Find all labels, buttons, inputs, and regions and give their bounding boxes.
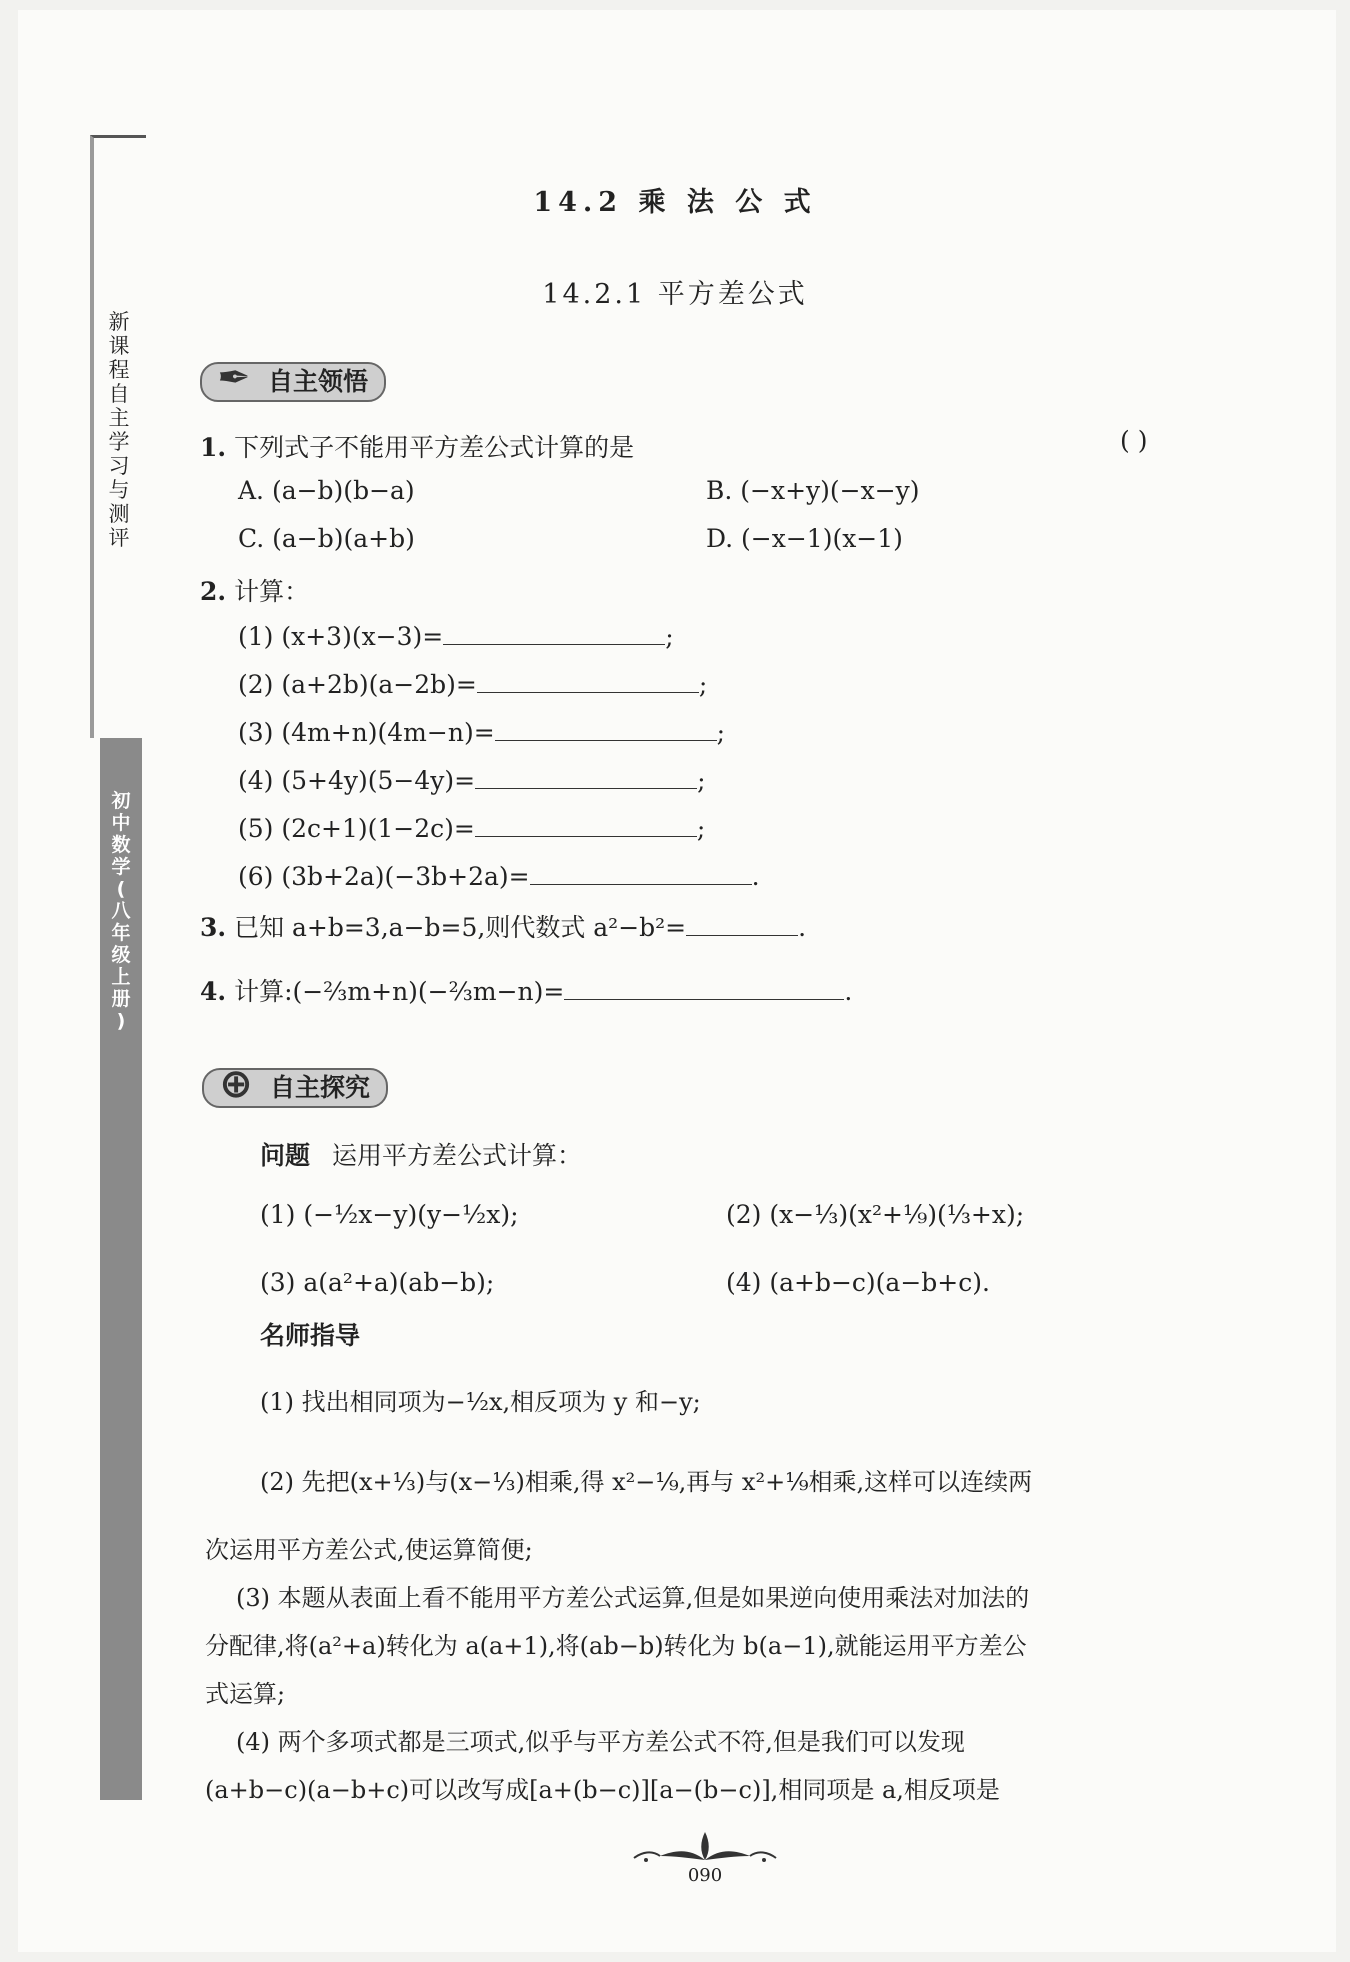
option-c[interactable]: C. (a−b)(a+b): [238, 524, 415, 553]
side-tab-char: 课: [108, 334, 130, 358]
answer-blank[interactable]: [495, 716, 717, 741]
subsection-title: 14.2.1 平方差公式: [542, 279, 808, 310]
side-tab-char: 与: [108, 478, 130, 502]
side-tab-book-title: [104, 790, 138, 1032]
side-tab-char: 级: [111, 944, 131, 966]
punctuation: .: [798, 913, 807, 942]
side-tab-char: 新: [108, 310, 130, 334]
answer-blank[interactable]: [530, 860, 752, 885]
target-icon: ⊕: [219, 1061, 253, 1107]
problem-heading: [260, 1136, 582, 1172]
question-number: 2.: [200, 577, 227, 606]
problem-item-1: (1) (−½x−y)(y−½x);: [260, 1200, 519, 1229]
punctuation: .: [844, 977, 853, 1006]
guide-paragraph-2-line-2: 次运用平方差公式,使运算简便;: [205, 1536, 533, 1564]
question-text: 下列式子不能用平方差公式计算的是: [234, 433, 635, 462]
question-number: 1.: [200, 433, 227, 462]
q2-item-2: [238, 668, 707, 699]
question-4: [200, 972, 852, 1008]
punctuation: ;: [697, 766, 706, 795]
side-tab-char: 八: [111, 900, 131, 922]
pen-nib-icon: ✒: [217, 355, 251, 401]
question-1: [200, 428, 634, 464]
answer-blank[interactable]: [475, 764, 697, 789]
side-tab-char: 主: [108, 406, 130, 430]
page-number: 090: [687, 1865, 723, 1886]
section-badge-self-understanding: [200, 355, 386, 402]
q2-item-6: [238, 860, 760, 891]
section-badge-label: 自主领悟: [268, 367, 369, 396]
expression: (4) (5+4y)(5−4y)=: [238, 766, 476, 795]
side-tab-char: 中: [111, 812, 131, 834]
side-tab-char: 年: [111, 922, 131, 944]
guide-paragraph-4-line-1: (4) 两个多项式都是三项式,似乎与平方差公式不符,但是我们可以发现: [236, 1728, 965, 1756]
expression: (2) (a+2b)(a−2b)=: [238, 670, 477, 699]
guide-paragraph-3-line-1: (3) 本题从表面上看不能用平方差公式运算,但是如果逆向使用乘法对加法的: [236, 1584, 1030, 1612]
guide-paragraph-4-line-2: (a+b−c)(a−b+c)可以改写成[a+(b−c)][a−(b−c)],相同项是 a,相反项是: [205, 1776, 1000, 1804]
guide-paragraph-3-line-2: 分配律,将(a²+a)转化为 a(a+1),将(ab−b)转化为 b(a−1),就能运用平方差公: [205, 1632, 1027, 1660]
question-number: 4.: [200, 977, 227, 1006]
question-text: 已知 a+b=3,a−b=5,则代数式 a²−b²=: [234, 913, 687, 942]
problem-item-4: (4) (a+b−c)(a−b+c).: [726, 1268, 990, 1297]
side-tab-char: 程: [108, 358, 130, 382]
answer-blank[interactable]: [443, 620, 665, 645]
q2-item-1: [238, 620, 674, 651]
answer-blank[interactable]: [564, 975, 844, 1000]
option-d[interactable]: D. (−x−1)(x−1): [706, 524, 903, 553]
guide-paragraph-1: (1) 找出相同项为−½x,相反项为 y 和−y;: [260, 1388, 701, 1416]
side-tab-char: 数: [111, 834, 131, 856]
side-tab-char: (: [116, 878, 126, 900]
side-tab-series-title: [104, 310, 134, 550]
punctuation: ;: [665, 622, 674, 651]
side-tab-char: 评: [108, 526, 130, 550]
side-tab-char: 测: [108, 502, 130, 526]
side-tab-char: 自: [108, 382, 130, 406]
question-text: 计算：: [234, 577, 310, 606]
question-text: 计算:(−⅔m+n)(−⅔m−n)=: [234, 977, 565, 1006]
punctuation: ;: [696, 814, 706, 843]
problem-item-3: (3) a(a²+a)(ab−b);: [260, 1268, 495, 1297]
section-title: 14.2 乘 法 公 式: [533, 187, 817, 218]
q2-item-4: [238, 764, 706, 795]
question-number: 3.: [200, 913, 227, 942]
answer-bracket[interactable]: ( ): [1120, 426, 1148, 455]
question-3: [200, 908, 806, 944]
section-badge-label: 自主探究: [270, 1073, 371, 1102]
expression: (6) (3b+2a)(−3b+2a)=: [238, 862, 530, 891]
option-a[interactable]: A. (a−b)(b−a): [238, 476, 415, 505]
answer-blank[interactable]: [477, 668, 699, 693]
side-tab-char: 初: [111, 790, 131, 812]
side-tab-char: ): [116, 1010, 126, 1032]
q2-item-3: [238, 716, 725, 747]
expression: (5) (2c+1)(1−2c)=: [238, 814, 475, 843]
guide-heading: 名师指导: [260, 1321, 361, 1350]
guide-paragraph-2-line-1: (2) 先把(x+⅓)与(x−⅓)相乘,得 x²−⅑,再与 x²+⅑相乘,这样可以连续两: [260, 1468, 1033, 1496]
punctuation: .: [751, 862, 760, 891]
expression: (1) (x+3)(x−3)=: [238, 622, 444, 651]
punctuation: ;: [698, 670, 708, 699]
option-b[interactable]: B. (−x+y)(−x−y): [706, 476, 920, 505]
problem-item-2: (2) (x−⅓)(x²+⅑)(⅓+x);: [726, 1200, 1025, 1229]
side-tab-char: 学: [111, 856, 131, 878]
answer-blank[interactable]: [686, 911, 798, 936]
problem-text: 运用平方差公式计算：: [331, 1141, 582, 1170]
floral-ornament-icon: [630, 1826, 780, 1866]
problem-label: 问题: [260, 1141, 311, 1170]
side-tab-char: 册: [111, 988, 131, 1010]
q2-item-5: [238, 812, 705, 843]
section-badge-self-exploration: [202, 1061, 388, 1108]
side-tab-char: 上: [111, 966, 131, 988]
guide-paragraph-3-line-3: 式运算;: [205, 1680, 286, 1708]
question-2: [200, 572, 309, 608]
expression: (3) (4m+n)(4m−n)=: [238, 718, 495, 747]
answer-blank[interactable]: [475, 812, 697, 837]
side-tab-char: 习: [108, 454, 130, 478]
side-tab-char: 学: [108, 430, 130, 454]
punctuation: ;: [716, 718, 726, 747]
